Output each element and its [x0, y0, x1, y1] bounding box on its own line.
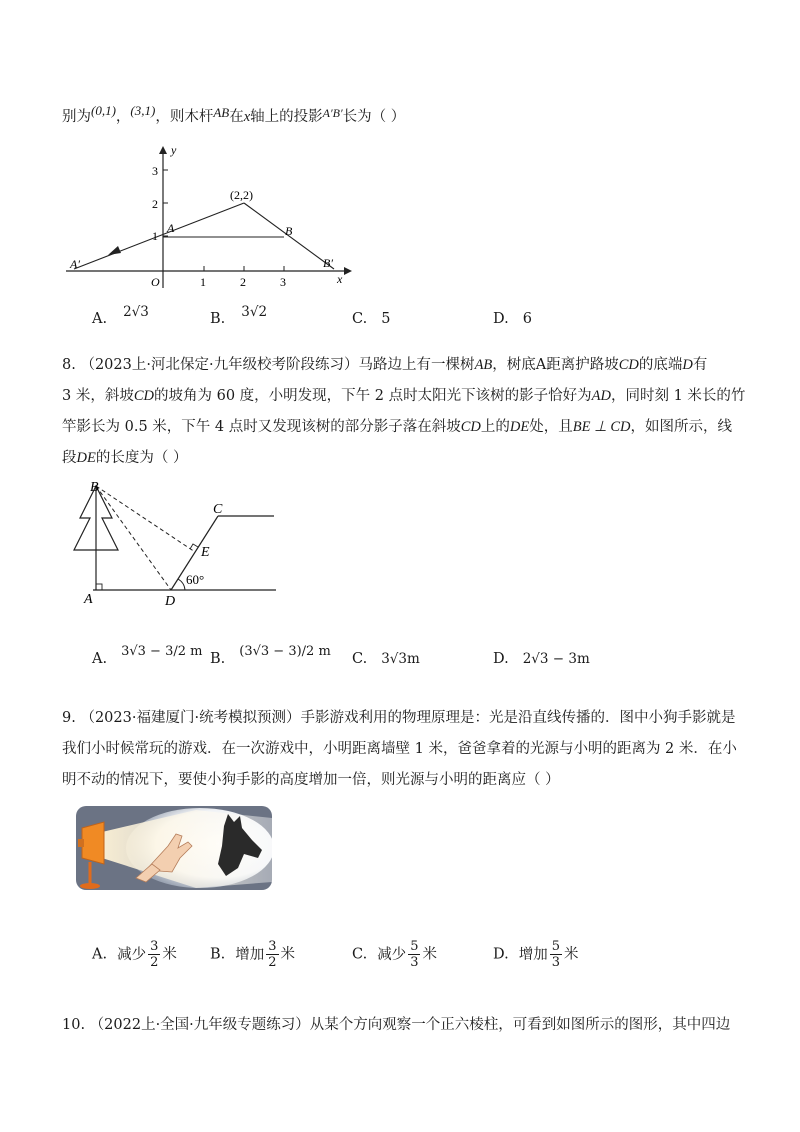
y-tick-label-2: 2	[152, 197, 158, 211]
label-angle: 60°	[186, 572, 205, 587]
point-b-label: B	[285, 224, 293, 238]
fraction: $\frac{5}{3}$	[410, 939, 419, 970]
q10-stem: 10. （2022上·全国·九年级专题练习）从某个方向观察一个正六棱柱，可看到如图所示的图形，其中四边	[62, 1017, 731, 1033]
ray-to-a-prime	[74, 203, 244, 269]
fraction: $\frac{3}{2}$	[268, 939, 277, 970]
fraction: $\frac{3}{2}$	[150, 939, 159, 970]
point-b-prime-label: B′	[323, 256, 333, 270]
x-tick-label-3: 3	[280, 275, 286, 289]
option-b[interactable]: B. (3√3 − 3)/2 m	[210, 644, 331, 667]
point-3-1: (3,1)	[130, 103, 156, 118]
option-c[interactable]: C. 5	[352, 311, 391, 327]
point-a-label: A	[167, 221, 175, 235]
option-c[interactable]: C. 3√3m	[352, 651, 420, 667]
y-axis-arrow	[159, 146, 167, 154]
angle-arc	[178, 579, 185, 590]
fraction: $\frac{5}{3}$	[551, 939, 560, 970]
x-axis-arrow	[344, 267, 352, 275]
y-tick-label-3: 3	[152, 164, 158, 178]
x-axis-label: x	[337, 272, 343, 286]
lamp-icon	[82, 822, 104, 864]
right-angle-mark-a	[96, 584, 102, 590]
right-angle-mark-e	[190, 544, 198, 549]
option-d[interactable]: D. 2√3 − 3m	[493, 651, 590, 667]
label-d: D	[165, 594, 176, 608]
ray-arrow	[108, 246, 121, 255]
option-d[interactable]: D. 6	[493, 311, 532, 327]
y-axis-label: y	[171, 143, 177, 157]
option-c[interactable]: C. 减少 $\frac{5}{3}$ 米	[352, 939, 437, 970]
q7-coordinate-figure	[66, 140, 356, 290]
option-a[interactable]: A. 3√3 − 3/2 m	[92, 644, 203, 667]
option-d[interactable]: D. 增加 $\frac{5}{3}$ 米	[493, 939, 579, 970]
sun-ray-2pm	[96, 486, 171, 590]
y-tick-label-1: 1	[152, 229, 158, 243]
point-0-1: (0,1)	[91, 103, 116, 118]
peak-label: (2,2)	[230, 188, 253, 202]
q7-stem: 别为(0,1)，(3,1)，则木杆AB在x轴上的投影$^{A'B'}$长为（ ）	[62, 103, 406, 125]
option-a[interactable]: A. 减少 $\frac{3}{2}$ 米	[92, 939, 177, 970]
label-e: E	[201, 545, 210, 560]
hand-shadow-illustration	[76, 806, 272, 890]
option-a[interactable]: A. 2√3	[92, 304, 149, 327]
point-a-prime-label: A′	[70, 257, 80, 271]
option-b[interactable]: B. 增加 $\frac{3}{2}$ 米	[210, 939, 296, 970]
label-b: B	[90, 480, 99, 495]
lamp-base	[80, 883, 100, 889]
sun-ray-4pm	[96, 486, 195, 552]
option-b[interactable]: B. 3√2	[210, 304, 268, 327]
label-a: A	[84, 592, 93, 607]
q8-tree-slope-figure	[68, 476, 280, 608]
origin-label: O	[151, 275, 160, 289]
x-tick-label-2: 2	[240, 275, 246, 289]
x-tick-label-1: 1	[200, 275, 206, 289]
label-c: C	[213, 502, 223, 517]
